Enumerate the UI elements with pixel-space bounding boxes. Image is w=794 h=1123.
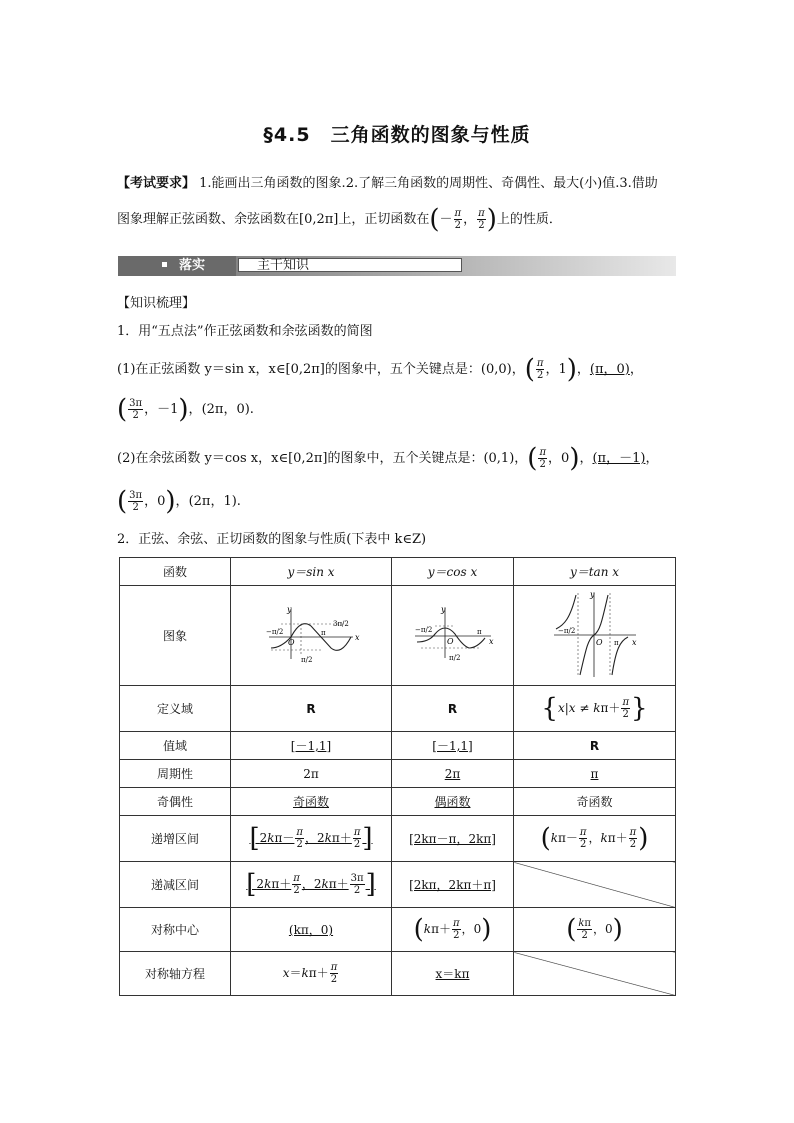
row-label: 图象: [120, 586, 231, 686]
cell: R: [231, 686, 392, 732]
svg-text:π/2: π/2: [448, 654, 460, 662]
tan-graph-cell: [514, 586, 676, 686]
table-row: [120, 788, 676, 816]
frac-num: π: [629, 827, 637, 838]
frac-num: π: [293, 873, 300, 884]
frac-num: π: [454, 208, 462, 219]
frac-den: 2: [330, 974, 338, 985]
row-label: 递增区间: [120, 816, 231, 862]
svg-text:O: O: [595, 638, 603, 647]
frac-den: 2: [580, 839, 587, 850]
frac-den: 2: [622, 709, 629, 720]
svg-text:π: π: [321, 629, 326, 637]
table-row: [120, 586, 676, 686]
frac-num: 3π: [129, 398, 143, 409]
cell: x＝kπ: [392, 952, 514, 996]
svg-text:x: x: [631, 638, 637, 647]
square-icon: [162, 262, 167, 267]
row-label: 奇偶性: [120, 788, 231, 816]
header-cell: y＝sin x: [231, 558, 392, 586]
frac-den: 2: [132, 502, 139, 513]
frac-num: 3π: [129, 490, 143, 501]
header-cell: y＝cos x: [392, 558, 514, 586]
row-label: 对称轴方程: [120, 952, 231, 996]
page-title: §4.5 三角函数的图象与性质: [263, 124, 531, 146]
svg-text:y: y: [287, 605, 292, 614]
cos-graph-cell: [392, 586, 514, 686]
cell: [－1,1]: [231, 732, 392, 760]
point1-sin: (1)在正弦函数 y＝sin x，x∈[0,2π]的图象中，五个关键点是：(0,0)，( $\frac{\pi}{2}$ ，1)，(π，0)，: [117, 354, 643, 385]
banner-tag-text: 落实: [179, 258, 206, 273]
svg-text:π: π: [476, 628, 482, 636]
cos-point5: (2π，1).: [188, 494, 241, 509]
row-label: 定义域: [120, 686, 231, 732]
frac-den: 2: [478, 220, 485, 231]
requirement-text-3: 上的性质．: [496, 212, 562, 227]
empty-cell: [514, 952, 676, 996]
frac-den: 2: [581, 930, 588, 941]
svg-text:−π/2: −π/2: [557, 627, 575, 635]
frac-den: 2: [353, 885, 361, 896]
frac-num: π: [478, 208, 485, 219]
table-row: [120, 760, 676, 788]
table-row: [120, 732, 676, 760]
point2-heading: 2．正弦、余弦、正切函数的图象与性质(下表中 k∈Z): [117, 532, 427, 547]
svg-text:π/2: π/2: [301, 656, 313, 664]
value: －1: [157, 402, 179, 417]
sin-increase-cell: [2kπ－ $\frac{\pi}{2}$ ，2kπ＋ $\frac{\pi}{2}$ ]: [231, 816, 392, 862]
table-row: [120, 908, 676, 952]
value: 0: [605, 922, 613, 936]
cell: [2kπ，2kπ＋π]: [392, 862, 514, 908]
point1-cos-cont: ( $\frac{3\pi}{2}$ ，0)，(2π，1).: [117, 486, 241, 517]
cell: 奇函数: [231, 788, 392, 816]
value: 0: [561, 451, 570, 466]
frac-den: 2: [296, 839, 303, 850]
table-row: [120, 952, 676, 996]
frac-num: π: [536, 358, 544, 369]
value: 0: [157, 494, 166, 509]
svg-text:O: O: [446, 637, 454, 646]
cos-text: (2)在余弦函数 y＝cos x，x∈[0,2π]的图象中，五个关键点是：(0,1)，: [117, 451, 528, 466]
svg-text:y: y: [589, 590, 595, 599]
cell: R: [514, 732, 676, 760]
header-cell: y＝tan x: [514, 558, 676, 586]
requirement-label: 【考试要求】: [117, 176, 196, 191]
section-banner: [118, 256, 676, 276]
sin-axis-cell: x＝kπ＋ $\frac{\pi}{2}$: [231, 952, 392, 996]
frac-num: π: [622, 697, 630, 708]
requirement-line2: 图象理解正弦函数、余弦函数在[0,2π]上，正切函数在(－ $\frac{\pi}{2}$ ， $\frac{\pi}{2}$ )上的性质．: [117, 204, 562, 235]
sin-graph-cell: [231, 586, 392, 686]
frac-num: π: [330, 962, 338, 973]
tan-domain-cell: {x|x ≠ kπ＋ $\frac{\pi}{2}$ }: [514, 686, 676, 732]
cell: 偶函数: [392, 788, 514, 816]
frac-den: 2: [536, 370, 544, 381]
frac-den: 2: [629, 839, 637, 850]
frac-num: π: [353, 827, 361, 838]
cos-graph: [411, 604, 495, 664]
frac-num: π: [579, 827, 587, 838]
header-cell: 函数: [120, 558, 231, 586]
frac-den: 2: [453, 930, 460, 941]
row-label: 周期性: [120, 760, 231, 788]
frac-num: π: [539, 447, 547, 458]
point1-cos: (2)在余弦函数 y＝cos x，x∈[0,2π]的图象中，五个关键点是：(0,1)，( $\frac{\pi}{2}$ ，0)，(π，－1)，: [117, 443, 659, 474]
banner-tag: [118, 256, 236, 276]
sin-decrease-cell: [2kπ＋ $\frac{\pi}{2}$ ，2kπ＋ $\frac{3\pi}{2}$ ]: [231, 862, 392, 908]
frac-den: 2: [132, 410, 139, 421]
row-label: 值域: [120, 732, 231, 760]
svg-text:−π/2: −π/2: [266, 628, 284, 636]
frac-num: π: [296, 827, 303, 838]
cell: [2kπ－π，2kπ]: [392, 816, 514, 862]
value: 1: [558, 362, 567, 377]
cell: 2π: [231, 760, 392, 788]
svg-text:3π/2: 3π/2: [333, 620, 349, 628]
table-row: [120, 816, 676, 862]
frac-num: π: [452, 918, 460, 929]
frac-den: 2: [539, 459, 546, 470]
svg-text:π: π: [613, 639, 619, 647]
svg-text:O: O: [288, 638, 295, 647]
sin-point3: (π，0): [589, 362, 630, 377]
point1-sin-cont: ( $\frac{3\pi}{2}$ ，－1)，(2π，0).: [117, 394, 254, 425]
row-label: 对称中心: [120, 908, 231, 952]
cos-point3: (π，－1): [592, 451, 646, 466]
cell: R: [392, 686, 514, 732]
sin-graph: [261, 604, 361, 664]
table-row: [120, 686, 676, 732]
table-row: [120, 862, 676, 908]
frac-den: 2: [293, 885, 300, 896]
tan-center-cell: ( $\frac{k\pi}{2}$ ，0): [514, 908, 676, 952]
sin-point5: (2π，0).: [201, 402, 254, 417]
section-label: 【知识梳理】: [117, 296, 196, 311]
requirement-text-2: 图象理解正弦函数、余弦函数在[0,2π]上，正切函数在: [117, 212, 430, 227]
row-label: 递减区间: [120, 862, 231, 908]
cell: 2π: [392, 760, 514, 788]
cos-center-cell: (kπ＋ $\frac{\pi}{2}$ ，0): [392, 908, 514, 952]
svg-text:x: x: [355, 633, 360, 642]
cell: [－1,1]: [392, 732, 514, 760]
requirement-line1: [117, 174, 658, 194]
frac-den: 2: [353, 839, 361, 850]
svg-text:−π/2: −π/2: [414, 626, 432, 634]
svg-text:y: y: [440, 605, 446, 614]
table-row: [120, 558, 676, 586]
cell: (kπ，0): [231, 908, 392, 952]
svg-text:x: x: [488, 637, 494, 646]
point1-heading: 1．用“五点法”作正弦函数和余弦函数的简图: [117, 324, 373, 339]
empty-cell: [514, 862, 676, 908]
tan-graph: [550, 589, 640, 679]
requirement-text: 1.能画出三角函数的图象.2.了解三角函数的周期性、奇偶性、最大(小)值.3.借助: [199, 176, 658, 191]
trig-table: [119, 557, 676, 996]
banner-label: 主干知识: [238, 258, 462, 272]
frac-den: 2: [454, 220, 462, 231]
cell: π: [514, 760, 676, 788]
frac-num: 3π: [350, 873, 364, 884]
cell: 奇函数: [514, 788, 676, 816]
value: 0: [473, 922, 482, 936]
sin-text: (1)在正弦函数 y＝sin x，x∈[0,2π]的图象中，五个关键点是：(0,0)，: [117, 362, 525, 377]
tan-increase-cell: (kπ－ $\frac{\pi}{2}$ ，kπ＋ $\frac{\pi}{2}$ ): [514, 816, 676, 862]
